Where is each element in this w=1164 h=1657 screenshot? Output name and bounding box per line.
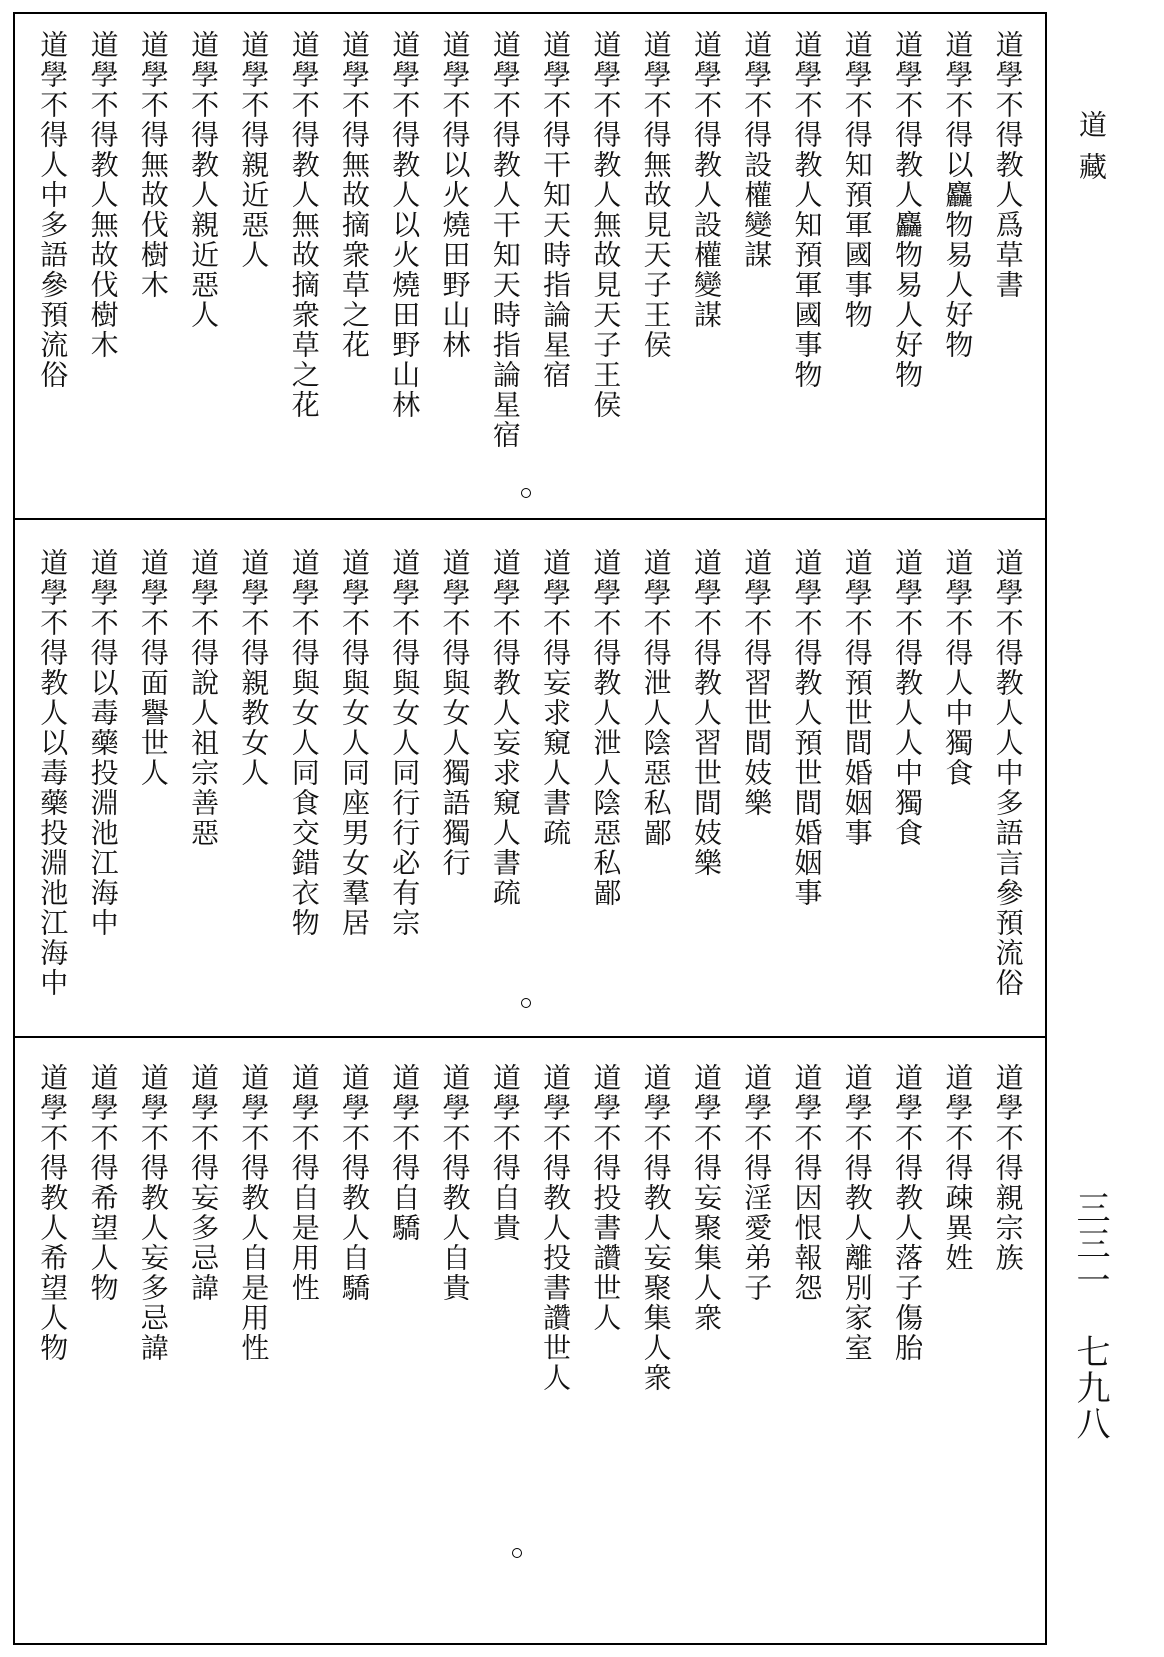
text-column: 道學不得教人自貴 — [438, 1063, 472, 1303]
text-column: 道學不得干知天時指論星宿 — [539, 30, 573, 390]
text-column: 道學不得與女人同座男女羣居 — [337, 548, 371, 938]
text-column: 道學不得自是用性 — [287, 1063, 321, 1303]
page-marker-circle — [521, 488, 531, 498]
text-column: 道學不得親教女人 — [237, 548, 271, 788]
text-column: 道學不得人中獨食 — [941, 548, 975, 788]
text-column: 道學不得教人希望人物 — [36, 1063, 70, 1363]
text-column: 道學不得疎異姓 — [941, 1063, 975, 1273]
text-column: 道學不得知預軍國事物 — [840, 30, 874, 330]
text-column: 道學不得教人知預軍國事物 — [790, 30, 824, 390]
text-column: 道學不得面譽世人 — [136, 548, 170, 788]
text-column: 道學不得親宗族 — [991, 1063, 1025, 1273]
text-column: 道學不得教人投書讚世人 — [539, 1063, 573, 1393]
text-column: 道學不得投書讚世人 — [589, 1063, 623, 1333]
text-column: 道學不得預世間婚姻事 — [840, 548, 874, 848]
text-column: 道學不得教人人中獨食 — [891, 548, 925, 848]
text-column: 道學不得教人泄人陰惡私鄙 — [589, 548, 623, 908]
text-column: 道學不得習世間妓樂 — [740, 548, 774, 818]
text-column: 道學不得教人妄聚集人衆 — [639, 1063, 673, 1393]
text-column: 道學不得教人設權變謀 — [689, 30, 723, 330]
text-column: 道學不得自貴 — [488, 1063, 522, 1243]
text-column: 道學不得妄聚集人衆 — [689, 1063, 723, 1333]
text-column: 道學不得教人干知天時指論星宿 — [488, 30, 522, 450]
text-column: 道學不得教人落子傷胎 — [891, 1063, 925, 1363]
text-column: 道學不得設權變謀 — [740, 30, 774, 270]
panel-divider-bottom — [13, 1036, 1047, 1038]
text-column: 道學不得與女人同行行必有宗 — [388, 548, 422, 938]
text-column: 道學不得與女人獨語獨行 — [438, 548, 472, 878]
text-column: 道學不得泄人陰惡私鄙 — [639, 548, 673, 848]
text-column: 道學不得教人親近惡人 — [187, 30, 221, 330]
text-column: 道學不得親近惡人 — [237, 30, 271, 270]
text-column: 道學不得教人習世間妓樂 — [689, 548, 723, 878]
text-column: 道學不得教人人中多語言參預流俗 — [991, 548, 1025, 998]
text-column: 道學不得因恨報怨 — [790, 1063, 824, 1303]
text-column: 道學不得教人妄多忌諱 — [136, 1063, 170, 1363]
text-column: 道學不得教人無故摘衆草之花 — [287, 30, 321, 420]
text-column: 道學不得教人以毒藥投淵池江海中 — [36, 548, 70, 998]
text-column: 道學不得無故見天子王侯 — [639, 30, 673, 360]
text-column: 道學不得無故伐樹木 — [136, 30, 170, 300]
text-panel-middle — [15, 548, 1045, 998]
text-column: 道學不得以毒藥投淵池江海中 — [86, 548, 120, 938]
text-column: 道學不得教人自驕 — [337, 1063, 371, 1303]
text-panel-top — [15, 30, 1045, 450]
text-column: 道學不得與女人同食交錯衣物 — [287, 548, 321, 938]
text-column: 道學不得教人預世間婚姻事 — [790, 548, 824, 908]
panel-divider-top — [13, 518, 1047, 520]
margin-label: 道藏 — [1075, 110, 1108, 194]
text-column: 道學不得教人無故伐樹木 — [86, 30, 120, 360]
text-column: 道學不得淫愛弟子 — [740, 1063, 774, 1303]
text-column: 道學不得教人自是用性 — [237, 1063, 271, 1363]
text-column: 道學不得以火燒田野山林 — [438, 30, 472, 360]
page-marker-circle — [512, 1548, 522, 1558]
text-column: 道學不得妄多忌諱 — [187, 1063, 221, 1303]
text-column: 道學不得以麤物易人好物 — [941, 30, 975, 360]
text-column: 道學不得教人無故見天子王侯 — [589, 30, 623, 420]
text-column: 道學不得自驕 — [388, 1063, 422, 1243]
text-column: 道學不得教人麤物易人好物 — [891, 30, 925, 390]
text-column: 道學不得教人以火燒田野山林 — [388, 30, 422, 420]
page-number: 三三一 七九八 — [1070, 1190, 1110, 1442]
text-column: 道學不得妄求窺人書疏 — [539, 548, 573, 848]
text-column: 道學不得說人祖宗善惡 — [187, 548, 221, 848]
text-column: 道學不得教人爲草書 — [991, 30, 1025, 300]
text-column: 道學不得人中多語參預流俗 — [36, 30, 70, 390]
text-column: 道學不得希望人物 — [86, 1063, 120, 1303]
text-column: 道學不得無故摘衆草之花 — [337, 30, 371, 360]
text-column: 道學不得教人妄求窺人書疏 — [488, 548, 522, 908]
text-column: 道學不得教人離別家室 — [840, 1063, 874, 1363]
page-marker-circle — [521, 998, 531, 1008]
text-panel-bottom — [15, 1063, 1045, 1393]
